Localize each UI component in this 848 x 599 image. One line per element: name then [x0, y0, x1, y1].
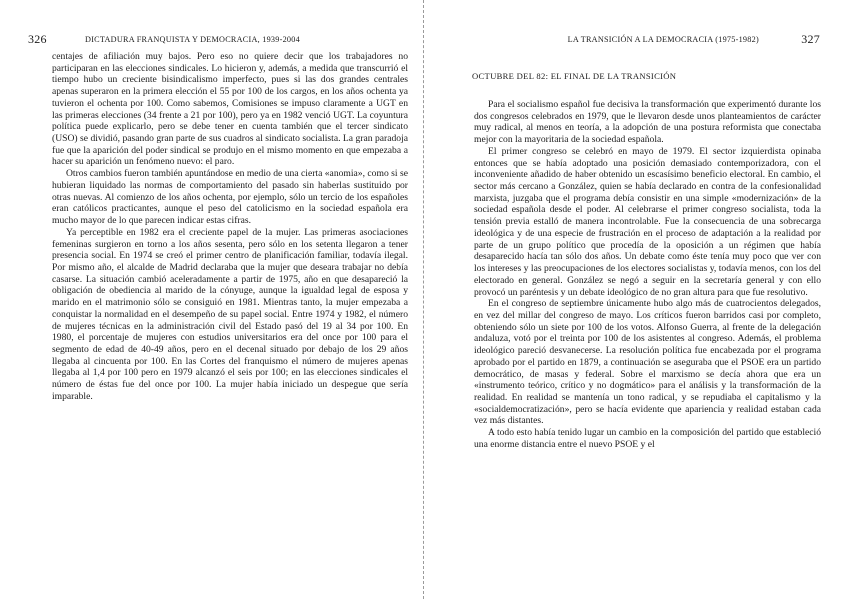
left-paragraph-3: Ya perceptible en 1982 era el creciente papel de la mujer. Las primeras asociaciones femeninas surgieron en torno a los años sesenta, pero sólo en los setenta llegaron a tener presencia social. En 1974 se creó el primer centro de planificación familiar, todavía ilegal. Por mismo año, el alcalde de Madrid declaraba que la mujer que deseara trabajar no debía casarse. La situación cambió aceleradamente a partir de 1975, año en que desapareció la obligación de obediencia al marido de la cónyuge, aunque la igualdad legal de esposa y marido en el matrimonio sólo se consiguió en 1981. Mientras tanto, la mujer empezaba a conquistar la normalidad en el desempeño de su papel social. Entre 1974 y 1982, el número de mujeres técnicas en la administración civil del Estado pasó del 19 al 34 por 100. En 1980, el porcentaje de mujeres con estudios universitarios era del once por 100 para el segmento de edad de 40-49 años, pero en el decenal situado por debajo de los 29 años llegaba al cincuenta por 100. En las Cortes del franquismo el número de mujeres apenas llegaba al 1,4 por 100 pero en 1979 alcanzó el seis por 100; en las elecciones sindicales el número de éstas fue del once por 100. La mujer había iniciado un despegue que sería imparable.	[52, 226, 408, 402]
right-page-number: 327	[801, 32, 820, 46]
left-running-title: DICTADURA FRANQUISTA Y DEMOCRACIA, 1939-2004	[85, 35, 300, 44]
left-running-head	[28, 31, 408, 45]
right-body-text	[474, 99, 821, 451]
right-running-title: LA TRANSICIÓN A LA DEMOCRACIA (1975-1982)	[567, 35, 759, 44]
right-paragraph-3: En el congreso de septiembre únicamente hubo algo más de cuatrocientos delegados, en vez del millar del congreso de mayo. Los críticos fueron barridos casi por completo, obteniendo sólo un siete por 100 de los votos. Alfonso Guerra, al frente de la delegación andaluza, votó por el treinta por 100 de los asistentes al congreso. Además, el problema ideológico pareció desvanecerse. La resolución política fue encabezada por el programa aprobado por el partido en 1879, a continuación se aseguraba que el PSOE era un partido democrático, de masas y federal. Sobre el marxismo se decía ahora que era un «instrumento teórico, crítico y no dogmático» para el análisis y la transformación de la realidad. En realidad se mantenía un tono radical, y se repudiaba el capitalismo y la «socialdemocratización», pero se hacía evidente que apariencia y realidad estaban cada vez más distantes.	[474, 298, 821, 427]
right-paragraph-4: A todo esto había tenido lugar un cambio en la composición del partido que estableció una enorme distancia entre el nuevo PSOE y el	[474, 427, 821, 450]
left-paragraph-1: centajes de afiliación muy bajos. Pero eso no quiere decir que los trabajadores no participaran en las elecciones sindicales. Lo hicieron y, además, a medida que transcurrió el tiempo hubo un creciente bisindicalismo imperfecto, pues si las dos grandes centrales apenas superaron en la primera elección el 55 por 100 de los cargos, en los años ochenta ya tuvieron el ochenta por 100. Como sabemos, Comisiones se impuso claramente a UGT en las primeras elecciones (34 frente a 21 por 100), pero ya en 1982 venció UGT. La coyuntura política puede explicarlo, pero se debe tener en cuenta también que el tercer sindicato (USO) se dividió, pasando gran parte de sus cuadros al sindicato socialista. La gran paradoja fue que la aparición del poder sindical se produjo en el mismo momento en que empezaba a hacer su aparición un fenómeno nuevo: el paro.	[52, 51, 408, 168]
section-title: OCTUBRE DEL 82: EL FINAL DE LA TRANSICIÓN	[472, 71, 677, 81]
right-running-head	[520, 31, 820, 45]
right-paragraph-1: Para el socialismo español fue decisiva la transformación que experimentó durante los dos congresos celebrados en 1979, que le llevaron desde unos planteamientos de carácter muy radical, al menos en teoría, a la adopción de una postura reformista que conectaba mejor con la mayoritaria de la sociedad española.	[474, 99, 821, 146]
right-page	[424, 0, 848, 599]
right-paragraph-2: El primer congreso se celebró en mayo de 1979. El sector izquierdista opinaba entonces que se había adoptado una posición demasiado contemporizadora, con el inconveniente añadido de haber obtenido un escasísimo beneficio electoral. En cambio, el sector más cercano a González, quien se había declarado en contra de la confesionalidad marxista, juzgaba que el programa debía consistir en una simple «modernización» de la sociedad española desde el poder. Al celebrarse el primer congreso socialista, toda la tensión previa estalló de manera incontrolable. Fue la consecuencia de una sobrecarga ideológica y de una especie de frustración en el proceso de adaptación a la realidad por parte de un grupo político que procedía de la oposición a un régimen que había desaparecido hacía tan sólo dos años. Un debate como éste tenía muy poco que ver con los intereses y las preocupaciones de los electores socialistas y, todavía menos, con los del electorado en general. González se negó a seguir en la secretaría general y con ello provocó un paréntesis y un debate ideológico de no gran altura para que fue resolutivo.	[474, 145, 821, 298]
left-body-text	[52, 51, 408, 403]
left-paragraph-2: Otros cambios fueron también apuntándose en medio de una cierta «anomia», como si se hubieran liquidado las normas de comportamiento del pasado sin haberlas sustituido por otras nuevas. Al comienzo de los años ochenta, por ejemplo, sólo un tercio de los españoles eran católicos practicantes, aunque el peso del catolicismo en la sociedad española era mucho mayor de lo que parecen indicar estas cifras.	[52, 168, 408, 227]
left-page-number: 326	[28, 32, 47, 46]
